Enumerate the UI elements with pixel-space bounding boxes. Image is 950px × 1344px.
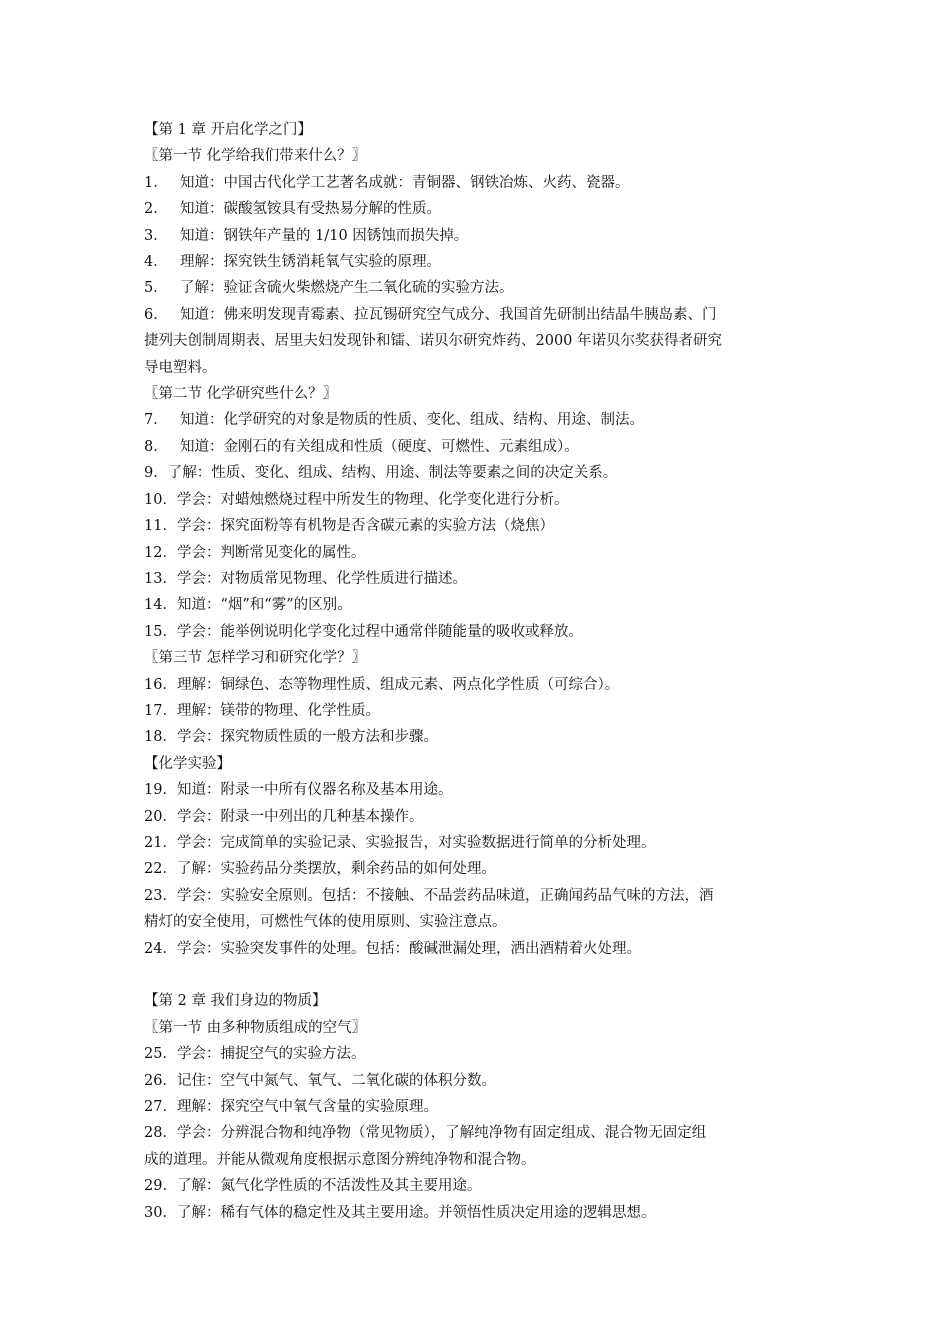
list-item (144, 170, 812, 196)
list-item: 21．学会：完成简单的实验记录、实验报告，对实验数据进行简单的分析处理。 (144, 834, 656, 851)
list-item (144, 196, 812, 222)
section-heading: 〖第一节 由多种物质组成的空气〗 (144, 1019, 367, 1036)
list-item (144, 275, 812, 301)
list-item (144, 434, 812, 460)
list-item: 14．知道：“烟”和“雾”的区别。 (144, 597, 352, 614)
list-item-continuation: 成的道理。并能从微观角度根据示意图分辨纯净物和混合物。 (144, 1151, 536, 1168)
section-heading: 【化学实验】 (144, 755, 231, 772)
list-item: 23．学会：实验安全原则。包括：不接触、不品尝药品味道，正确闻药品气味的方法，酒 (144, 887, 714, 904)
item-text: 理解：探究铁生锈消耗氧气实验的原理。 (180, 254, 441, 271)
list-item (144, 302, 812, 328)
list-item: 25．学会：捕捉空气的实验方法。 (144, 1046, 366, 1063)
item-number: 4． (144, 254, 168, 271)
list-item-continuation: 捷列夫创制周期表、居里夫妇发现钋和镭、诺贝尔研究炸药、2000 年诺贝尔奖获得者研究 (144, 333, 723, 350)
item-text: 知道：金刚石的有关组成和性质（硬度、可燃性、元素组成）。 (180, 438, 579, 455)
item-number: 6． (144, 306, 168, 323)
item-text: 知道：佛来明发现青霉素、拉瓦锡研究空气成分、我国首先研制出结晶牛胰岛素、门 (180, 306, 717, 323)
list-item: 19．知道：附录一中所有仪器名称及基本用途。 (144, 782, 453, 799)
chapter-2-heading: 【第 2 章 我们身边的物质】 (144, 993, 327, 1010)
document-page (144, 117, 812, 1226)
chapter-1-heading: 【第 1 章 开启化学之门】 (144, 122, 313, 138)
list-item: 27．理解：探究空气中氧气含量的实验原理。 (144, 1099, 438, 1116)
list-item: 28．学会：分辨混合物和纯净物（常见物质），了解纯净物有固定组成、混合物无固定组 (144, 1125, 707, 1142)
item-number: 3． (144, 227, 168, 244)
list-item: 11．学会：探究面粉等有机物是否含碳元素的实验方法（烧焦） (144, 518, 554, 535)
list-item-continuation: 精灯的安全使用，可燃性气体的使用原则、实验注意点。 (144, 914, 507, 931)
section-heading: 〖第三节 怎样学习和研究化学？〗 (144, 650, 367, 667)
list-item: 29．了解：氮气化学性质的不活泼性及其主要用途。 (144, 1178, 482, 1195)
list-item: 22．了解：实验药品分类摆放，剩余药品的如何处理。 (144, 861, 496, 878)
list-item (144, 223, 812, 249)
list-item: 13．学会：对物质常见物理、化学性质进行描述。 (144, 570, 467, 587)
item-number: 5． (144, 280, 168, 297)
list-item: 26．记住：空气中氮气、氧气、二氧化碳的体积分数。 (144, 1072, 496, 1089)
list-item: 18．学会：探究物质性质的一般方法和步骤。 (144, 729, 438, 746)
list-item: 17．理解：镁带的物理、化学性质。 (144, 702, 380, 719)
list-item (144, 407, 812, 433)
list-item: 24．学会：实验突发事件的处理。包括：酸碱泄漏处理，洒出酒精着火处理。 (144, 940, 641, 957)
list-item-continuation: 导电塑料。 (144, 359, 217, 376)
item-text: 知道：中国古代化学工艺著名成就：青铜器、钢铁冶炼、火药、瓷器。 (180, 174, 630, 191)
list-item: 15．学会：能举例说明化学变化过程中通常伴随能量的吸收或释放。 (144, 623, 583, 640)
item-number: 7． (144, 412, 168, 429)
item-number: 8． (144, 438, 168, 455)
blank-line (144, 962, 812, 988)
item-text: 知道：钢铁年产量的 1/10 因锈蚀而损失掉。 (180, 227, 469, 244)
item-text: 了解：验证含硫火柴燃烧产生二氧化硫的实验方法。 (180, 280, 514, 297)
list-item: 30．了解：稀有气体的稳定性及其主要用途。并领悟性质决定用途的逻辑思想。 (144, 1204, 656, 1221)
list-item: 12．学会：判断常见变化的属性。 (144, 544, 366, 561)
list-item: 10．学会：对蜡烛燃烧过程中所发生的物理、化学变化进行分析。 (144, 491, 569, 508)
list-item (144, 249, 812, 275)
section-heading: 〖第二节 化学研究些什么？〗 (144, 386, 338, 403)
item-number: 1． (144, 174, 168, 191)
item-text: 知道：碳酸氢铵具有受热易分解的性质。 (180, 201, 441, 218)
list-item: 16．理解：铜绿色、态等物理性质、组成元素、两点化学性质（可综合）。 (144, 676, 620, 693)
item-text: 知道：化学研究的对象是物质的性质、变化、组成、结构、用途、制法。 (180, 412, 644, 429)
item-number: 2． (144, 201, 168, 218)
list-item: 20．学会：附录一中列出的几种基本操作。 (144, 808, 424, 825)
section-heading: 〖第一节 化学给我们带来什么？〗 (144, 148, 367, 165)
list-item: 9．了解：性质、变化、组成、结构、用途、制法等要素之间的决定关系。 (144, 465, 618, 482)
